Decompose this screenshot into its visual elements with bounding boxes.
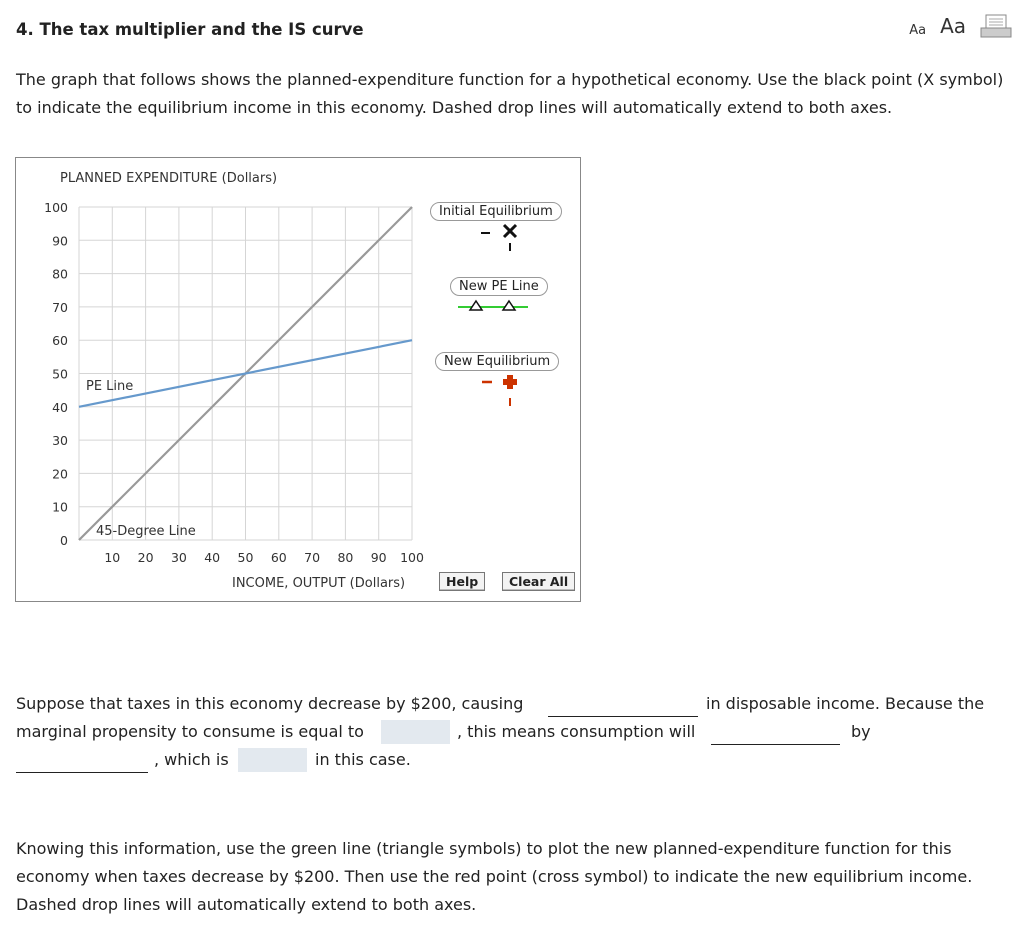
graph-svg[interactable] [16,158,580,601]
new-pe-line-tool[interactable]: New PE Line [450,277,548,296]
y-tick-label: 50 [52,366,68,382]
new-pe-line-triangle-icon[interactable] [458,301,528,310]
pe-line-label: PE Line [86,379,134,394]
consumption-value-input[interactable] [238,748,307,772]
y-tick-label: 30 [52,433,68,449]
consumption-direction-dropdown[interactable] [711,722,840,745]
intro-text: The graph that follows shows the planned-expenditure function for a hypothetical economy. Use the black point (X symbol) to indicate the equilibrium income in this economy. Dashed drop lines will automatically extend to both axes. [16,70,1004,117]
font-increase-button[interactable]: Aa [940,14,966,38]
x-tick-label: 50 [237,550,254,565]
y-tick-label: 70 [52,299,68,315]
y-tick-label: 40 [52,399,68,415]
45-degree-label: 45-Degree Line [96,524,196,539]
question-text-6: , which is [154,750,229,769]
question-text-5: by [851,722,871,741]
disposable-income-change-dropdown[interactable] [548,694,698,717]
print-icon[interactable] [980,14,1012,38]
y-tick-label: 100 [44,200,68,215]
font-decrease-button[interactable]: Aa [909,23,927,38]
x-tick-label: 100 [400,550,424,565]
consumption-amount-dropdown[interactable] [16,750,148,773]
initial-equilibrium-x-icon[interactable] [481,225,516,251]
y-axis-title: PLANNED EXPENDITURE (Dollars) [60,171,278,186]
x-ticks [104,550,424,565]
x-tick-label: 60 [270,550,287,565]
footer-instructions: Knowing this information, use the green line (triangle symbols) to plot the new planned-expenditure function for this economy when taxes decrease by $200. Then use the red point (cross symbol) to indicate the new equilibrium income. Dashed drop lines will automatically extend to both axes. [16,839,973,914]
question-text-1: Suppose that taxes in this economy decrease by $200, causing [16,694,524,713]
x-tick-label: 90 [370,550,387,565]
question-text-4: , this means consumption will [457,722,696,741]
clear-all-button[interactable]: Clear All [502,572,575,591]
y-tick-label: 60 [52,333,68,349]
x-tick-label: 20 [137,550,154,565]
new-equilibrium-tool[interactable]: New Equilibrium [435,352,559,371]
y-tick-label: 10 [52,499,68,515]
question-text-7: in this case. [315,750,411,769]
x-tick-label: 80 [337,550,354,565]
mpc-input[interactable] [381,720,450,744]
y-tick-label: 80 [52,266,68,282]
y-tick-label: 20 [52,466,68,482]
initial-equilibrium-tool[interactable]: Initial Equilibrium [430,202,562,221]
x-tick-label: 30 [170,550,187,565]
y-tick-label: 0 [60,533,68,548]
x-axis-title: INCOME, OUTPUT (Dollars) [232,576,406,591]
graph-panel[interactable] [15,157,581,602]
question-text-2: in disposable income. Because the [706,694,985,713]
question-text-3: marginal propensity to consume is equal to [16,722,364,741]
question-title: 4. The tax multiplier and the IS curve [16,20,364,39]
x-tick-label: 40 [204,550,221,565]
help-button[interactable]: Help [439,572,485,591]
y-tick-label: 90 [52,233,68,249]
new-equilibrium-cross-icon[interactable] [482,375,517,406]
font-size-tools [909,14,1012,38]
y-ticks [44,200,68,548]
x-tick-label: 70 [304,550,321,565]
x-tick-label: 10 [104,550,121,565]
